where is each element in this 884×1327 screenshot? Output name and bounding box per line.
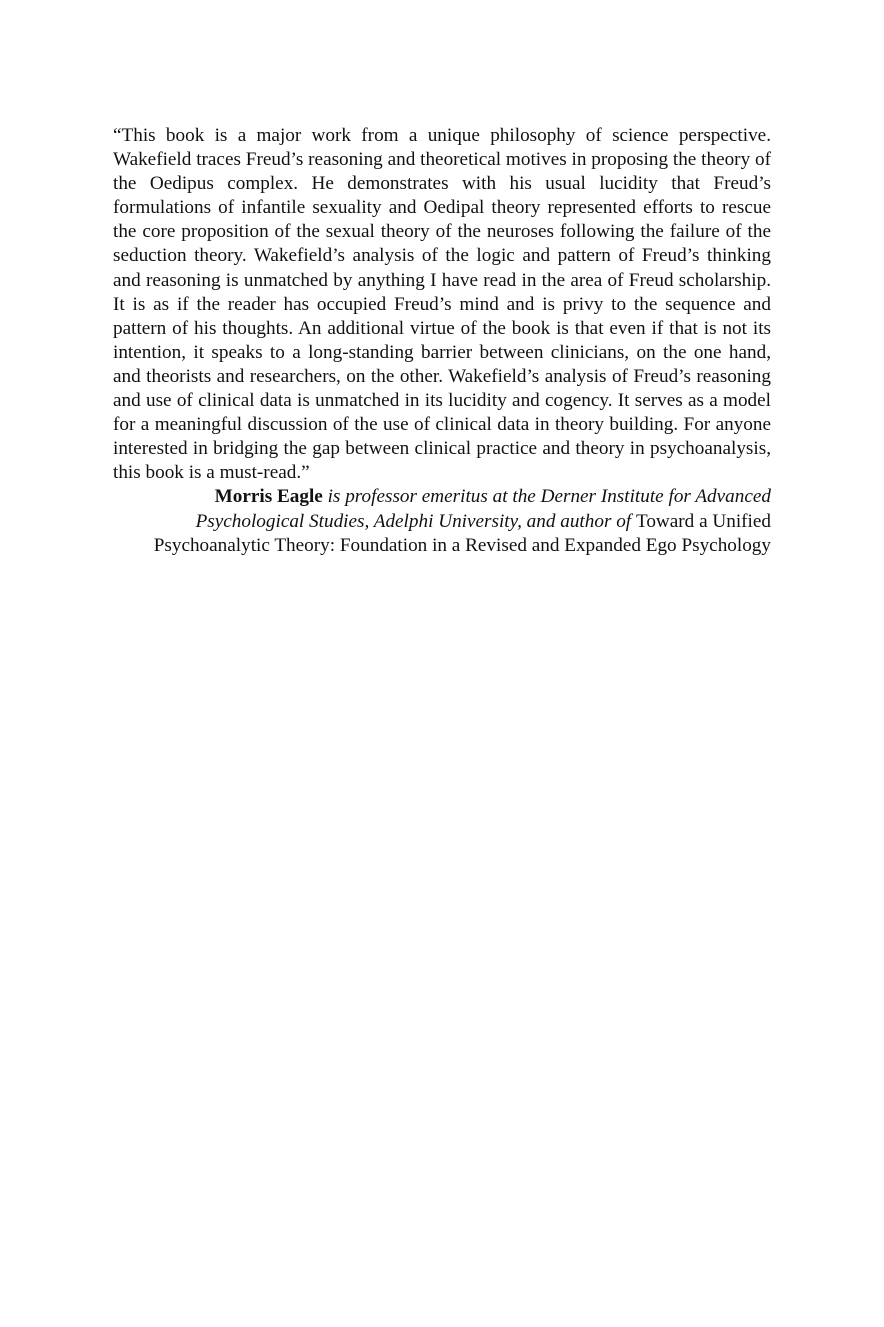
- endorsement-blurb: [113, 124, 771, 558]
- endorsement-attribution: [113, 485, 771, 557]
- endorsement-quote: “This book is a major work from a unique philosophy of science perspective. Wakefield traces Freud’s reasoning and theoretical motives in proposing the theory of the Oedipus complex. He demonstrates with his usual lucidity that Freud’s formulations of infantile sexuality and Oedipal theory represented efforts to rescue the core proposition of the sexual theory of the neuroses following the failure of the seduction theory. Wakefield’s analysis of the logic and pattern of Freud’s thinking and reasoning is unmatched by anything I have read in the area of Freud scholarship. It is as if the reader has occupied Freud’s mind and is privy to the sequence and pattern of his thoughts. An additional virtue of the book is that even if that is not its intention, it speaks to a long-standing barrier between clinicians, on the one hand, and theorists and researchers, on the other. Wakefield’s analysis of Freud’s reasoning and use of clinical data is unmatched in its lucidity and cogency. It serves as a model for a meaningful discussion of the use of clinical data in theory building. For anyone interested in bridging the gap between clinical practice and theory in psychoanalysis, this book is a must-read.”: [113, 125, 771, 484]
- endorser-book-title: Toward a Unified Psychoanalytic Theory: Foundation in a Revised and Expanded Ego Psychology: [153, 510, 771, 556]
- endorser-name: Morris Eagle: [214, 486, 323, 508]
- endorser-description: is professor emeritus at the Derner Institute for Advanced Psychological Studies, Adelphi University, and author of: [195, 486, 771, 532]
